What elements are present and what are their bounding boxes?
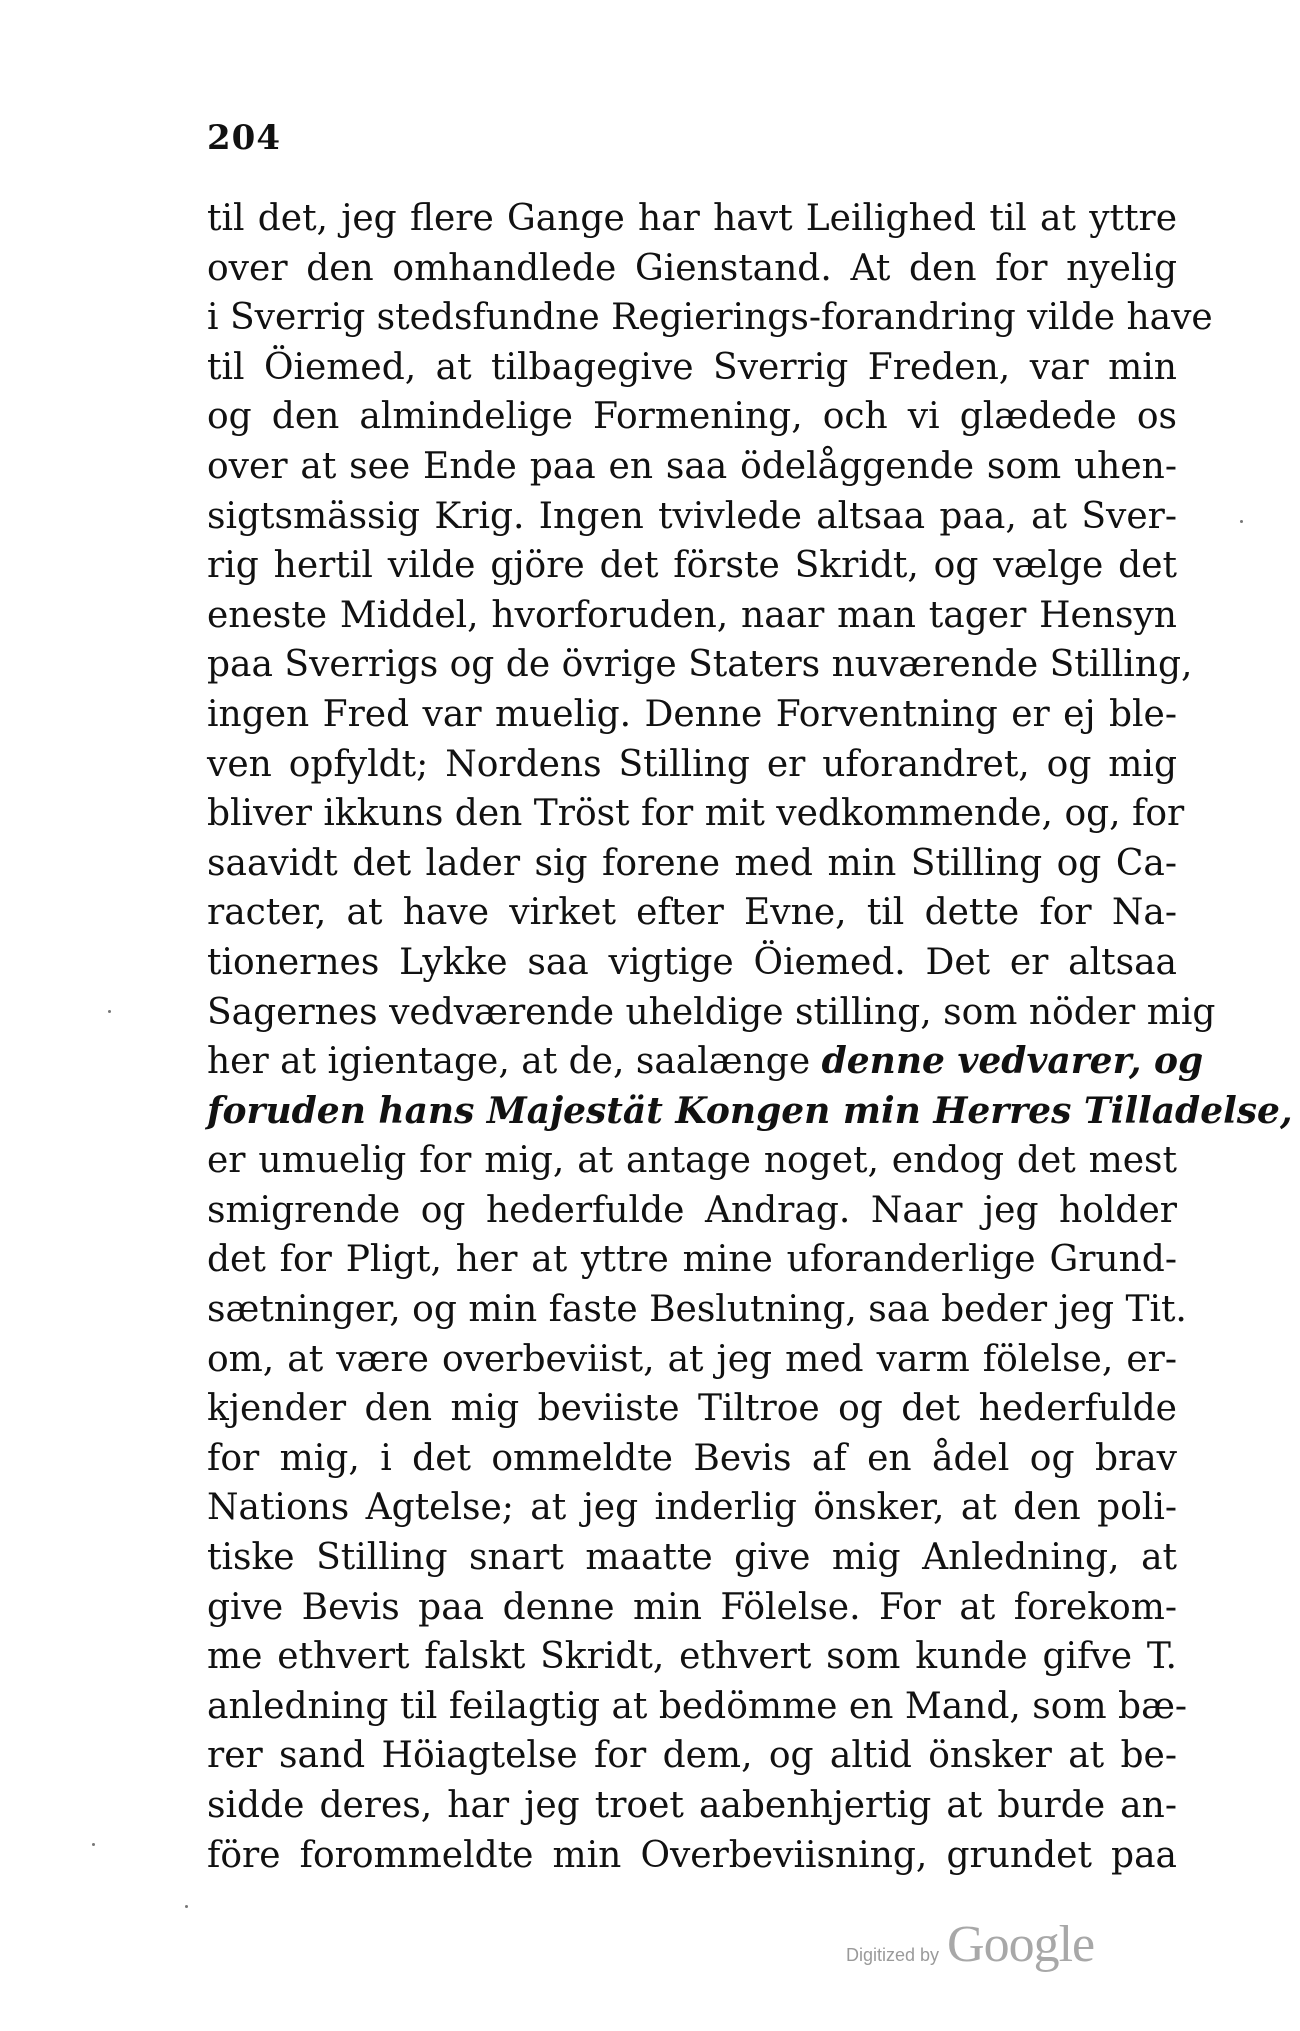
google-logo: Google <box>947 1916 1095 1973</box>
italic-segment: denne vedvarer, og <box>821 1040 1204 1083</box>
page-number: 204 <box>207 118 281 158</box>
digitized-watermark <box>846 1915 1094 1974</box>
text-line: sigtsmässig Krig. Ingen tvivlede altsaa paa, at Sver- <box>207 495 1177 537</box>
text-line: til Öiemed, at tilbagegive Sverrig Freden, var min <box>207 346 1177 388</box>
text-line: i Sverrig stedsfundne Regierings-forandring vilde have <box>207 297 1213 339</box>
scan-speck <box>108 1010 111 1013</box>
text-line: til det, jeg flere Gange har havt Leilighed til at yttre <box>207 198 1177 239</box>
scan-speck <box>185 1905 188 1908</box>
text-line: og den almindelige Formening, och vi glædede os <box>207 396 1177 438</box>
text-line: rer sand Höiagtelse for dem, og altid önsker at be- <box>207 1735 1177 1777</box>
text-line: kjender den mig beviiste Tiltroe og det hederfulde <box>207 1388 1177 1430</box>
text-line: tionernes Lykke saa vigtige Öiemed. Det er altsaa <box>207 941 1177 983</box>
text-line: sætninger, og min faste Beslutning, saa beder jeg Tit. <box>207 1289 1187 1331</box>
text-line: tiske Stilling snart maatte give mig Anledning, at <box>207 1537 1177 1579</box>
text-line: racter, at have virket efter Evne, til dette for Na- <box>207 892 1177 934</box>
text-line: for mig, i det ommeldte Bevis af en ådel og brav <box>207 1437 1177 1479</box>
text-line: anledning til feilagtig at bedömme en Mand, som bæ- <box>207 1685 1188 1727</box>
scan-speck <box>92 1843 95 1846</box>
text-line: smigrende og hederfulde Andrag. Naar jeg holder <box>207 1189 1177 1231</box>
text-line: give Bevis paa denne min Fölelse. For at forekom- <box>207 1586 1177 1628</box>
text-line: bliver ikkuns den Tröst for mit vedkommende, og, for <box>207 793 1185 835</box>
text-line: om, at være overbeviist, at jeg med varm fölelse, er- <box>207 1338 1177 1380</box>
text-line: saavidt det lader sig forene med min Stilling og Ca- <box>207 842 1177 884</box>
plain-segment: her at igientage, at de, saalænge <box>207 1041 811 1083</box>
text-line: over at see Ende paa en saa ödelåggende som uhen- <box>207 445 1177 487</box>
text-line: det for Pligt, her at yttre mine uforanderlige Grund- <box>207 1239 1177 1281</box>
text-line: over den omhandlede Gienstand. At den for nyelig <box>207 247 1177 289</box>
text-line: me ethvert falskt Skridt, ethvert som kunde gifve T. <box>207 1636 1177 1678</box>
text-line: före forommeldte min Overbeviisning, grundet paa <box>207 1834 1177 1876</box>
body-text <box>207 194 1293 1880</box>
text-line-italic <box>207 1087 1293 1137</box>
text-line: er umuelig for mig, at antage noget, endog det mest <box>207 1140 1177 1182</box>
italic-segment: foruden hans Majestät Kongen min Herres Tilladelse, <box>207 1089 1293 1132</box>
text-line: paa Sverrigs og de övrige Staters nuværende Stilling, <box>207 644 1193 686</box>
text-line: Nations Agtelse; at jeg inderlig önsker, at den poli- <box>207 1487 1177 1529</box>
text-line: Sagernes vedværende uheldige stilling, som nöder mig <box>207 991 1216 1033</box>
text-line: eneste Middel, hvorforuden, naar man tager Hensyn <box>207 594 1177 636</box>
scan-speck <box>1240 520 1243 523</box>
text-line: ven opfyldt; Nordens Stilling er uforandret, og mig <box>207 743 1177 785</box>
text-line: rig hertil vilde gjöre det förste Skridt, og vælge det <box>207 545 1177 587</box>
text-line: sidde deres, har jeg troet aabenhjertig at burde an- <box>207 1785 1177 1826</box>
text-line: ingen Fred var muelig. Denne Forventning er ej ble- <box>207 693 1177 735</box>
text-line-mixed <box>207 1037 1204 1087</box>
watermark-prefix: Digitized by <box>846 1945 940 1965</box>
